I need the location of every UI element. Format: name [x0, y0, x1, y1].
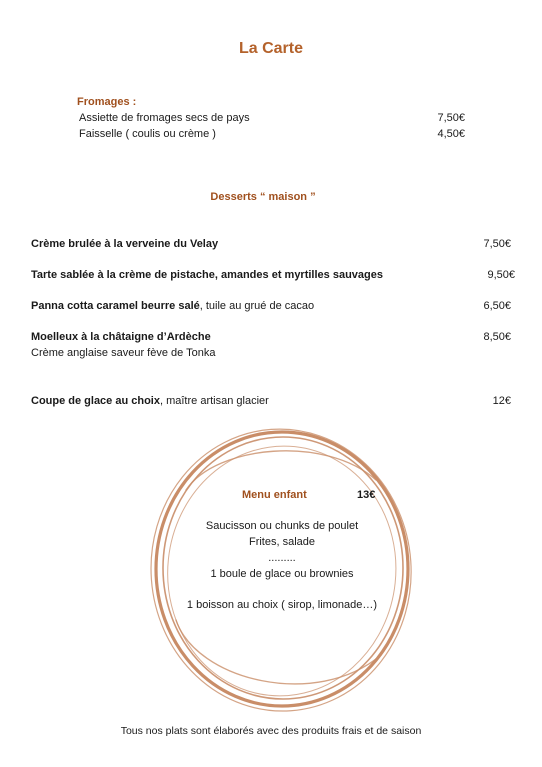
- fromage-item-label: Faisselle ( coulis ou crème ): [79, 128, 216, 140]
- dessert-price: 6,50€: [483, 300, 511, 312]
- menu-enfant-line: 1 boule de glace ou brownies: [210, 568, 354, 580]
- dessert-name: Coupe de glace au choix: [31, 395, 160, 407]
- dessert-name: Panna cotta caramel beurre salé: [31, 300, 200, 312]
- menu-enfant-line: Saucisson ou chunks de poulet: [205, 520, 359, 532]
- dessert-name: Crème brulée à la verveine du Velay: [31, 238, 219, 250]
- dessert-detail: , tuile au grué de cacao: [199, 300, 315, 312]
- menu-enfant-price: 13€: [357, 489, 376, 501]
- dessert-price: 9,50€: [487, 269, 515, 281]
- fromage-item-price: 4,50€: [437, 128, 465, 140]
- dessert-price: 8,50€: [483, 331, 511, 343]
- dessert-detail: Crème anglaise saveur fève de Tonka: [31, 347, 216, 359]
- dessert-price: 7,50€: [483, 238, 511, 250]
- dessert-item: [31, 395, 269, 407]
- page-title: La Carte: [238, 40, 304, 57]
- dessert-price: 12€: [492, 395, 511, 407]
- fromage-item-price: 7,50€: [437, 112, 465, 124]
- menu-enfant-heading: Menu enfant: [242, 489, 307, 501]
- dessert-item: [31, 331, 211, 343]
- dessert-item: [31, 269, 383, 281]
- menu-enfant-line: 1 boisson au choix ( sirop, limonade…): [186, 599, 378, 611]
- dessert-item: [31, 300, 314, 312]
- menu-enfant-line: Frites, salade: [248, 536, 316, 548]
- dessert-name: Tarte sablée à la crème de pistache, amandes et myrtilles sauvages: [31, 269, 383, 281]
- dessert-name: Moelleux à la châtaigne d’Ardèche: [31, 331, 211, 343]
- fromages-heading: Fromages :: [77, 96, 137, 108]
- footer-note: Tous nos plats sont élaborés avec des produits frais et de saison: [120, 725, 422, 737]
- menu-enfant-line: .........: [268, 552, 296, 564]
- fromage-item-label: Assiette de fromages secs de pays: [79, 112, 250, 124]
- dessert-detail: , maître artisan glacier: [159, 395, 269, 407]
- desserts-heading: Desserts “ maison ”: [210, 191, 316, 203]
- dessert-item: [31, 238, 218, 250]
